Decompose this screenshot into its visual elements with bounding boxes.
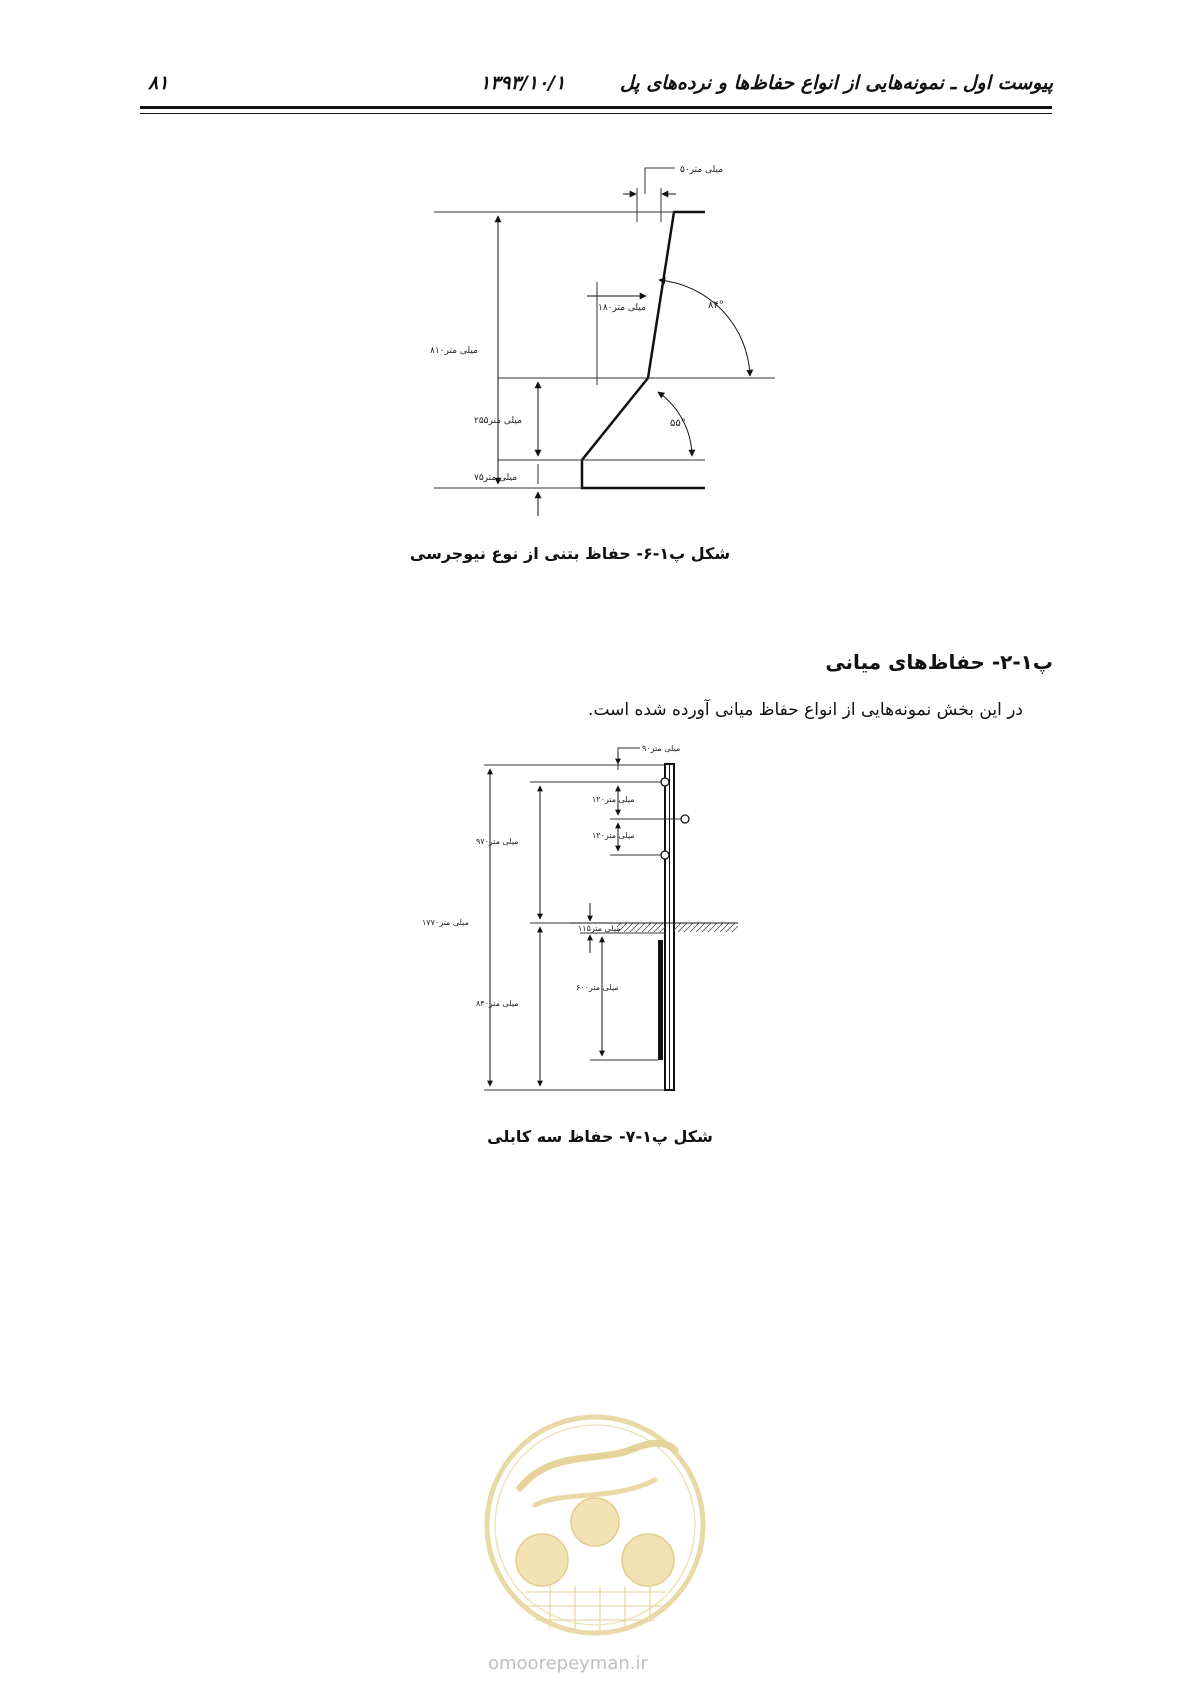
figure-caption-three-cable: شکل پ۱-۷- حفاظ سه کابلی	[487, 1127, 713, 1146]
dim-plate-length: ۶۰۰میلی متر	[576, 983, 619, 992]
dim-above-ground: ۹۷۰میلی متر	[476, 837, 519, 846]
dim-ground-offset: ۱۱۵میلی متر	[578, 924, 621, 933]
dim-top-offset: ۵۰میلی متر	[680, 165, 724, 175]
dim-total-height-2: ۱۷۷۰میلی متر	[422, 918, 469, 927]
header-rule-thin	[140, 113, 1052, 114]
angle-lower: ۵۵°	[670, 418, 686, 429]
page-number: ۸۱	[148, 72, 169, 94]
three-cable-barrier-drawing	[422, 740, 750, 1100]
figure-caption-new-jersey: شکل پ۱-۶- حفاظ بتنی از نوع نیوجرسی	[409, 544, 731, 563]
dim-total-height: ۸۱۰میلی متر	[430, 346, 478, 356]
running-header-title: پیوست اول ـ نمونه‌هایی از انواع حفاظ‌ها و نرده‌های پل	[620, 72, 1053, 94]
new-jersey-barrier-drawing	[430, 150, 790, 510]
section-intro-text: در این بخش نمونه‌هایی از انواع حفاظ میانی آورده شده است.	[588, 700, 1023, 720]
angle-upper: ۸۴°	[708, 300, 724, 311]
dim-cable-spacing-2: ۱۲۰میلی متر	[592, 831, 635, 840]
dim-top-offset-2: ۹۰میلی متر	[642, 744, 681, 753]
header-rule-thick	[140, 106, 1052, 109]
dim-cable-spacing-1: ۱۲۰میلی متر	[592, 795, 635, 804]
section-heading: پ۱-۲- حفاظ‌های میانی	[825, 650, 1053, 674]
dim-below-ground: ۸۴۰میلی متر	[476, 999, 519, 1008]
dim-middle-height: ۲۵۵میلی متر	[474, 416, 522, 426]
dim-base-height: ۷۵میلی متر	[474, 473, 518, 483]
running-header-date: ۱۳۹۳/۱۰/۱	[480, 72, 566, 94]
watermark-logo	[480, 1410, 710, 1640]
watermark-url: omoorepeyman.ir	[488, 1653, 648, 1674]
dim-upper-offset: ۱۸۰میلی متر	[598, 303, 646, 313]
